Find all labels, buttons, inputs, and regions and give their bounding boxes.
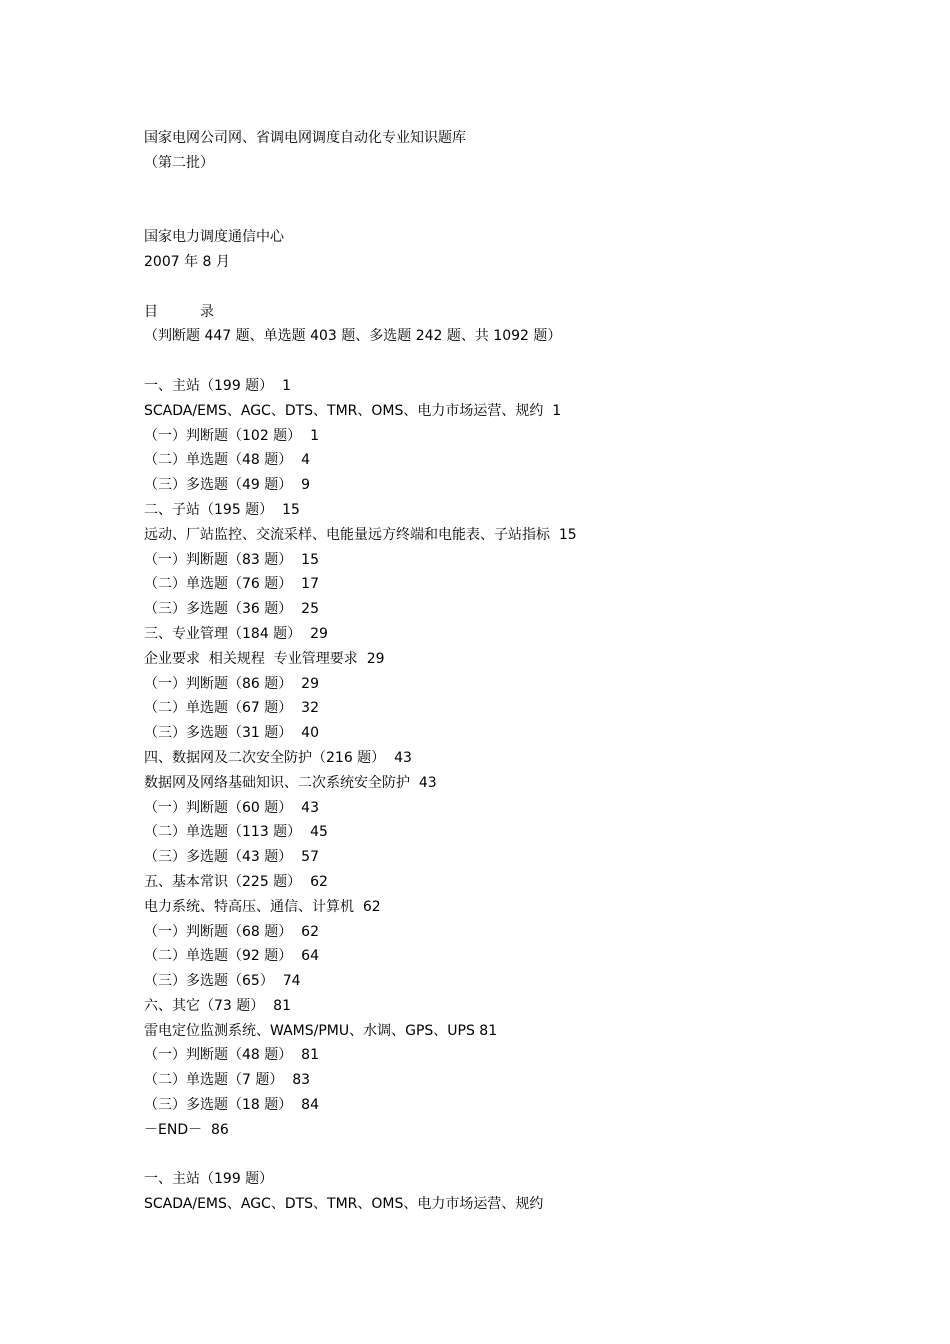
toc-entry: （一）判断题（60 题） 43	[144, 799, 319, 816]
toc-entry: 数据网及网络基础知识、二次系统安全防护 43	[144, 774, 437, 791]
toc-entry: （三）多选题（31 题） 40	[144, 725, 319, 742]
section-heading: 一、主站（199 题）	[144, 1171, 274, 1188]
toc-entry: 六、其它（73 题） 81	[144, 997, 291, 1014]
document-body	[144, 126, 844, 1217]
toc-entry: （二）单选题（76 题） 17	[144, 576, 319, 593]
toc-entry: －END－ 86	[144, 1121, 229, 1138]
toc-entry: （二）单选题（92 题） 64	[144, 948, 319, 965]
toc-entry: （一）判断题（102 题） 1	[144, 427, 319, 444]
toc-entry: （三）多选题（36 题） 25	[144, 601, 319, 618]
toc-entry: 电力系统、特高压、通信、计算机 62	[144, 898, 381, 915]
document-batch: （第二批）	[144, 154, 214, 171]
toc-entry: 五、基本常识（225 题） 62	[144, 873, 328, 890]
toc-entry: （二）单选题（48 题） 4	[144, 452, 311, 469]
toc-entry: （二）单选题（67 题） 32	[144, 700, 319, 717]
toc-entry: SCADA/EMS、AGC、DTS、TMR、OMS、电力市场运营、规约 1	[144, 402, 562, 419]
spacer	[144, 1143, 844, 1168]
document-date: 2007 年 8 月	[144, 253, 230, 270]
toc-heading: 目 录	[144, 303, 214, 320]
spacer	[144, 349, 844, 374]
toc-entry: （三）多选题（43 题） 57	[144, 849, 319, 866]
toc-entry: （一）判断题（83 题） 15	[144, 551, 319, 568]
toc-entry: （一）判断题（48 题） 81	[144, 1047, 319, 1064]
toc-entry: （一）判断题（86 题） 29	[144, 675, 319, 692]
toc-entry: （三）多选题（18 题） 84	[144, 1097, 319, 1114]
toc-entry: （三）多选题（65） 74	[144, 973, 301, 990]
spacer	[144, 275, 844, 300]
toc-entry: （二）单选题（7 题） 83	[144, 1072, 311, 1089]
document-title: 国家电网公司网、省调电网调度自动化专业知识题库	[144, 130, 466, 146]
toc-entry: 一、主站（199 题） 1	[144, 377, 291, 394]
toc-entry: 雷电定位监测系统、WAMS/PMU、水调、GPS、UPS 81	[144, 1022, 498, 1039]
toc-entry: （二）单选题（113 题） 45	[144, 824, 328, 841]
section-subheading: SCADA/EMS、AGC、DTS、TMR、OMS、电力市场运营、规约	[144, 1196, 544, 1213]
toc-entry: 四、数据网及二次安全防护（216 题） 43	[144, 749, 412, 766]
toc-entry: 二、子站（195 题） 15	[144, 501, 300, 518]
toc-entry: （一）判断题（68 题） 62	[144, 923, 319, 940]
toc-entry: 远动、厂站监控、交流采样、电能量远方终端和电能表、子站指标 15	[144, 526, 577, 543]
document-issuer: 国家电力调度通信中心	[144, 229, 284, 246]
spacer	[144, 176, 844, 226]
toc-entry: 三、专业管理（184 题） 29	[144, 625, 328, 642]
toc-entry: （三）多选题（49 题） 9	[144, 477, 311, 494]
toc-entry: 企业要求 相关规程 专业管理要求 29	[144, 650, 385, 667]
table-of-contents	[144, 374, 844, 1143]
toc-summary: （判断题 447 题、单选题 403 题、多选题 242 题、共 1092 题）	[144, 328, 562, 345]
